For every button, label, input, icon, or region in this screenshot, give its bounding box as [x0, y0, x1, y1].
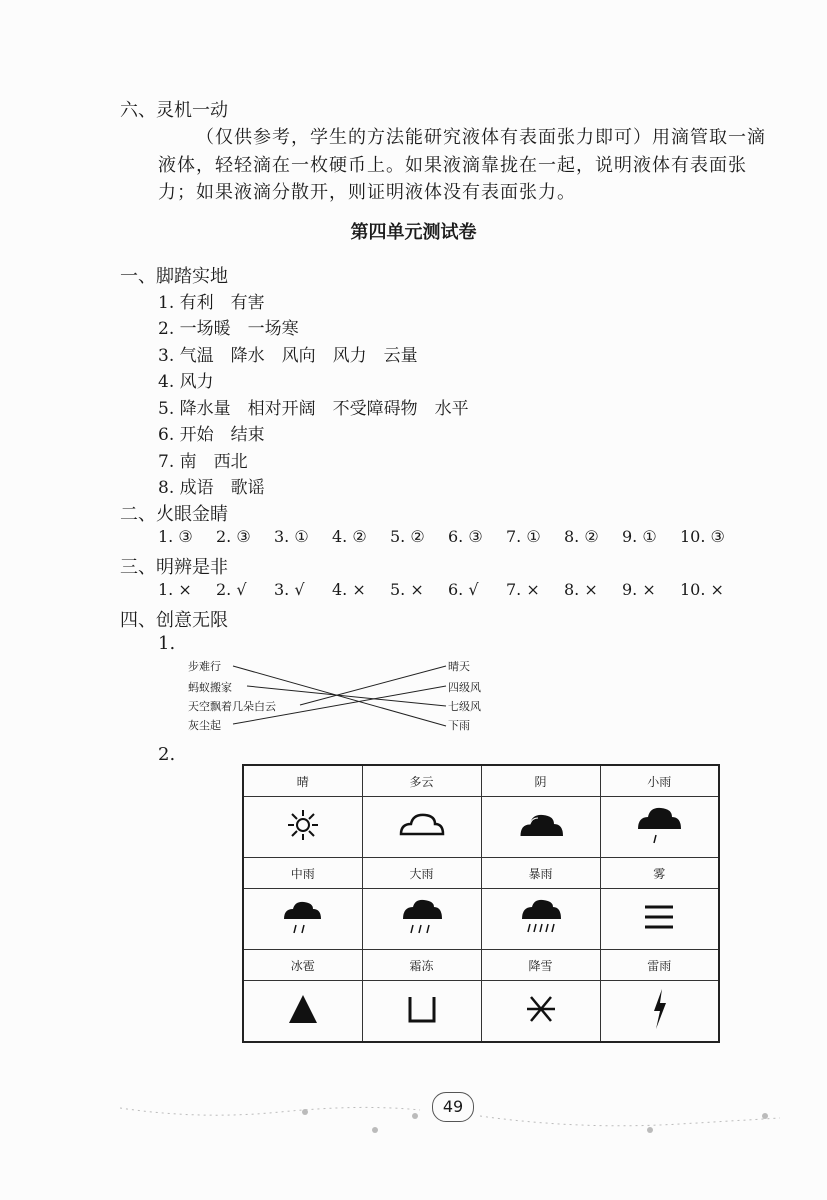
match-right-3: 七级风	[448, 700, 481, 713]
weather-name: 霜冻	[362, 950, 481, 981]
weather-name: 冰雹	[243, 950, 362, 981]
match-right-2: 四级风	[448, 681, 481, 694]
part1-item: 7. 南 西北	[158, 452, 248, 472]
paragraph-line-3: 力；如果液滴分散开，则证明液体没有表面张力。	[158, 182, 576, 203]
thunderstorm-icon	[600, 981, 719, 1043]
light-rain-icon	[600, 797, 719, 858]
answer: 5. ×	[390, 580, 424, 599]
answer: 4. ②	[332, 527, 367, 546]
answer: 10. ×	[680, 580, 724, 599]
answer: 8. ×	[564, 580, 598, 599]
answer: 1. ×	[158, 580, 192, 599]
weather-name: 晴	[243, 765, 362, 797]
weather-name: 小雨	[600, 765, 719, 797]
heavy-rain-icon	[362, 889, 481, 950]
weather-name: 大雨	[362, 858, 481, 889]
answer: 1. ③	[158, 527, 193, 546]
answer: 5. ②	[390, 527, 425, 546]
section-heading-6: 六、灵机一动	[120, 100, 228, 121]
answer: 10. ③	[680, 527, 725, 546]
frost-icon	[362, 981, 481, 1043]
match-line	[233, 686, 446, 724]
part1-item: 8. 成语 歌谣	[158, 478, 265, 498]
answer: 9. ×	[622, 580, 656, 599]
weather-name: 暴雨	[481, 858, 600, 889]
q2-number: 2.	[158, 744, 176, 765]
match-left-2: 蚂蚁搬家	[188, 681, 232, 694]
match-left-4: 灰尘起	[188, 719, 221, 732]
part1-item: 6. 开始 结束	[158, 425, 265, 445]
weather-name: 多云	[362, 765, 481, 797]
part2-heading: 二、火眼金睛	[120, 504, 228, 525]
part1-item: 5. 降水量 相对开阔 不受障碍物 水平	[158, 399, 469, 419]
answer: 3. √	[274, 580, 305, 599]
weather-name: 中雨	[243, 858, 362, 889]
weather-name: 阴	[481, 765, 600, 797]
answer: 6. ③	[448, 527, 483, 546]
match-right-1: 晴天	[448, 660, 470, 673]
answer: 7. ①	[506, 527, 541, 546]
answer: 4. ×	[332, 580, 366, 599]
weather-name: 雷雨	[600, 950, 719, 981]
part1-item: 3. 气温 降水 风向 风力 云量	[158, 346, 418, 366]
paragraph-line-2: 液体，轻轻滴在一枚硬币上。如果液滴靠拢在一起，说明液体有表面张	[158, 155, 747, 176]
weather-name: 降雪	[481, 950, 600, 981]
weather-symbol-table	[242, 764, 720, 1043]
snow-icon	[481, 981, 600, 1043]
sun-icon	[243, 797, 362, 858]
part3-heading: 三、明辨是非	[120, 557, 228, 578]
weather-name: 雾	[600, 858, 719, 889]
part1-heading: 一、脚踏实地	[120, 266, 228, 287]
page-number: 49	[432, 1092, 474, 1122]
part1-item: 1. 有利 有害	[158, 293, 265, 313]
answer: 6. √	[448, 580, 479, 599]
part1-item: 4. 风力	[158, 372, 214, 392]
q1-number: 1.	[158, 633, 176, 654]
part4-heading: 四、创意无限	[120, 610, 228, 631]
answer: 8. ②	[564, 527, 599, 546]
answer: 2. √	[216, 580, 247, 599]
fog-icon	[600, 889, 719, 950]
answer: 7. ×	[506, 580, 540, 599]
match-right-4: 下雨	[448, 719, 470, 732]
answer: 3. ①	[274, 527, 309, 546]
answer: 2. ③	[216, 527, 251, 546]
answer: 9. ①	[622, 527, 657, 546]
match-line	[247, 686, 446, 706]
cloud-icon	[362, 797, 481, 858]
page-title: 第四单元测试卷	[350, 222, 477, 243]
moderate-rain-icon	[243, 889, 362, 950]
paragraph-line-1: （仅供参考，学生的方法能研究液体有表面张力即可）用滴管取一滴	[196, 127, 766, 148]
rainstorm-icon	[481, 889, 600, 950]
part1-item: 2. 一场暖 一场寒	[158, 319, 299, 339]
hail-icon	[243, 981, 362, 1043]
match-left-3: 天空飘着几朵白云	[188, 700, 276, 713]
overcast-icon	[481, 797, 600, 858]
match-left-1: 步难行	[188, 660, 221, 673]
